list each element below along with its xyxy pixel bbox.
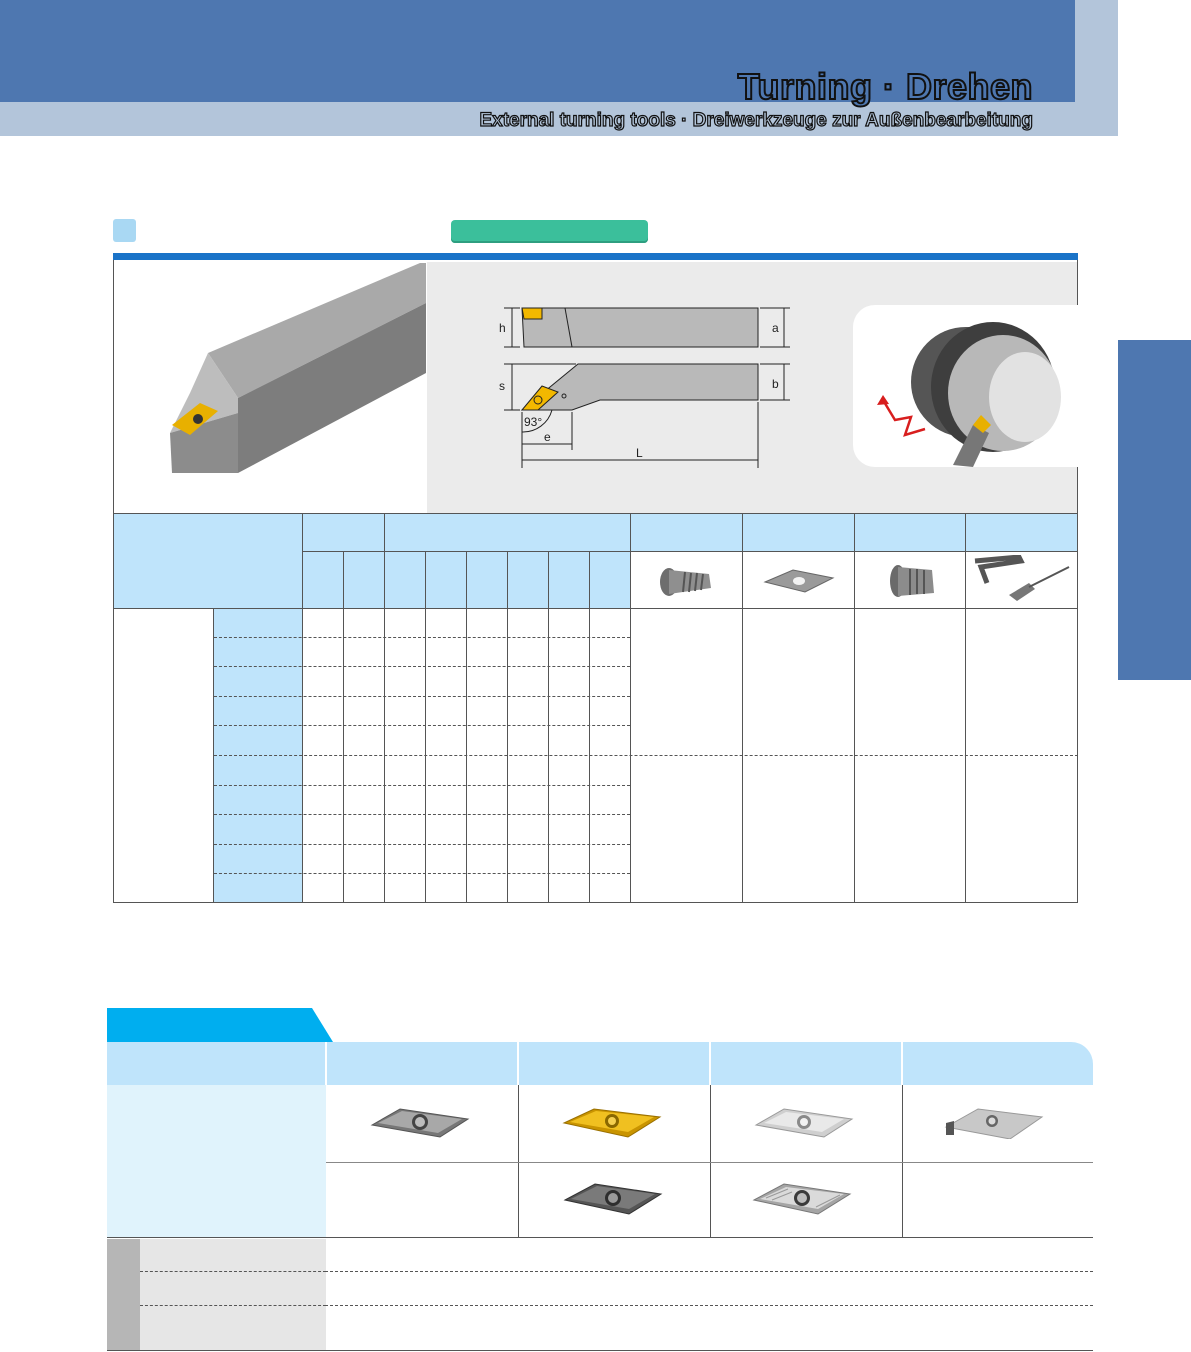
side-index-tab[interactable] bbox=[1118, 340, 1191, 680]
page-title: Turning · Drehen bbox=[737, 66, 1033, 107]
insert-grey-icon bbox=[370, 1105, 470, 1139]
insert-dark-icon bbox=[563, 1180, 663, 1216]
table-header-group-a bbox=[303, 514, 384, 551]
dim-h-label: h bbox=[499, 321, 506, 335]
application-labels bbox=[140, 1239, 326, 1350]
insert-table-header-col1 bbox=[327, 1042, 517, 1085]
tool-holder-image bbox=[160, 263, 426, 483]
application-illustration bbox=[853, 305, 1091, 467]
insert-table-header-label bbox=[107, 1042, 325, 1085]
insert-table-header-col2 bbox=[519, 1042, 709, 1085]
insert-table-row-label bbox=[107, 1085, 326, 1237]
table-header-shim bbox=[743, 514, 854, 551]
table-header-designation bbox=[114, 514, 302, 608]
table-header-wrench bbox=[966, 514, 1077, 551]
section-marker bbox=[113, 219, 136, 242]
insert-gold-icon bbox=[562, 1105, 662, 1139]
dim-b-label: b bbox=[772, 377, 779, 391]
wrench-icon bbox=[971, 555, 1073, 607]
header-corner bbox=[1075, 0, 1118, 136]
insert-table-header-col4 bbox=[903, 1042, 1093, 1085]
dim-angle-label: 93° bbox=[524, 415, 543, 429]
application-group-bar bbox=[107, 1239, 140, 1350]
clamp-screw-icon bbox=[655, 562, 719, 600]
dim-L-label: L bbox=[636, 446, 643, 460]
insert-chipbreaker-icon bbox=[752, 1180, 852, 1216]
table-header-shim-screw bbox=[855, 514, 965, 551]
spec-table bbox=[113, 513, 1078, 903]
insert-flat-icon bbox=[944, 1105, 1044, 1139]
dim-e-label: e bbox=[544, 430, 551, 444]
section-rule bbox=[113, 253, 1078, 260]
shim-screw-icon bbox=[886, 561, 938, 601]
dim-s-label: s bbox=[499, 379, 505, 393]
table-header-group-b bbox=[385, 514, 630, 551]
insert-silver-icon bbox=[754, 1105, 854, 1139]
page-subtitle: External turning tools · Dreiwerkzeuge zur Außenbearbeitung bbox=[479, 110, 1033, 131]
shim-icon bbox=[763, 568, 835, 594]
table-header-screw bbox=[631, 514, 742, 551]
dimension-drawing bbox=[490, 300, 800, 475]
insert-table-header-col3 bbox=[711, 1042, 901, 1085]
category-pill bbox=[451, 220, 648, 243]
section2-tab bbox=[107, 1008, 333, 1042]
dim-a-label: a bbox=[772, 321, 779, 335]
